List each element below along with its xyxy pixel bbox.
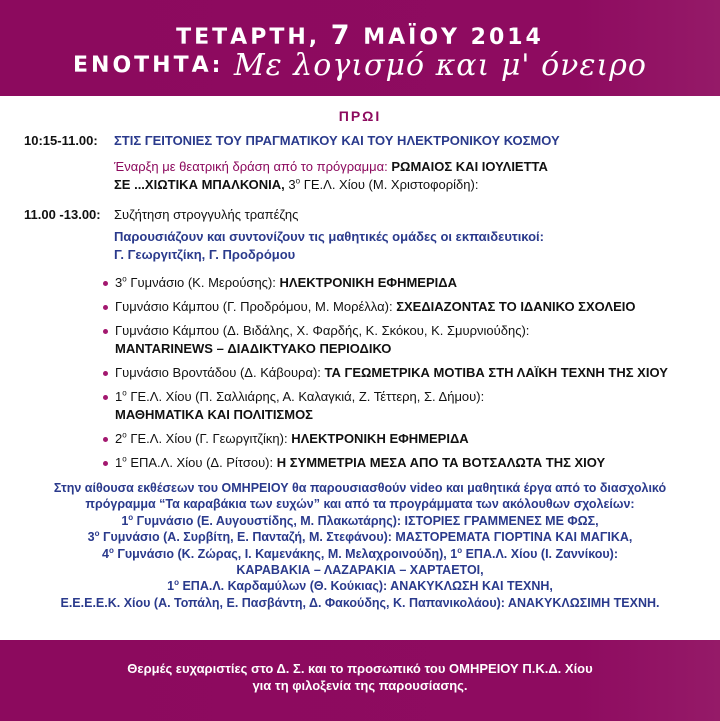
- presentation-school: ΓΕ.Λ. Χίου (Π. Σαλλιάρης, Α. Καλαγκιά, Ζ. Τέττερη, Σ. Δήμου):: [130, 389, 485, 404]
- list-item: $3^o$ Γυμνάσιο (Κ. Μερούσης): ΗΛΕΚΤΡΟΝΙΚΗ ΕΦΗΜΕΡΙΔΑ: [102, 274, 702, 292]
- exhibition-line: πρόγραμμα “Τα καραβάκια των ευχών” και από τα προγράμματα των ακόλουθων σχολείων:: [85, 497, 635, 512]
- list-item: $1^o$ ΓΕ.Λ. Χίου (Π. Σαλλιάρης, Α. Καλαγκιά, Ζ. Τέττερη, Σ. Δήμου): ΜΑΘΗΜΑΤΙΚΑ ΚΑΙ ΠΟΛΙΤΙΣΜΟΣ: [102, 388, 702, 424]
- presenters-line1: Παρουσιάζουν και συντονίζουν τις μαθητικές ομάδες οι εκπαιδευτικοί:: [114, 229, 545, 244]
- list-item: $2^o$ ΓΕ.Λ. Χίου (Γ. Γεωργιτζίκη): ΗΛΕΚΤΡΟΝΙΚΗ ΕΦΗΜΕΡΙΔΑ: [102, 430, 702, 448]
- exhibition-line: $3^o$ Γυμνάσιο (Α. Συρβίτη, Ε. Πανταζή, Μ. Στεφάνου): ΜΑΣΤΟΡΕΜΑΤΑ ΓΙΟΡΤΙΝΑ ΚΑΙ ΜΑΓΙΚΑ,: [87, 529, 633, 545]
- bullet-icon: [103, 371, 108, 376]
- presentation-school: Γυμνάσιο Κάμπου (Γ. Προδρόμου, Μ. Μορέλλα):: [115, 299, 393, 314]
- presentation-project: ΗΛΕΚΤΡΟΝΙΚΗ ΕΦΗΜΕΡΙΔΑ: [279, 275, 457, 290]
- presenters-line2: Γ. Γεωργιτζίκη, Γ. Προδρόμου: [114, 247, 296, 262]
- acknowledgement-line2: για τη φιλοξενία της παρουσίασης.: [252, 678, 468, 693]
- opening-intro: Έναρξη με θεατρική δράση από το πρόγραμμα:: [114, 159, 388, 174]
- list-item: $1^o$ ΕΠΑ.Λ. Χίου (Δ. Ρίτσου): Η ΣΥΜΜΕΤΡΙΑ ΜΕΣΑ ΑΠΟ ΤΑ ΒΟΤΣΑΛΩΤΑ ΤΗΣ ΧΙΟΥ: [102, 454, 702, 472]
- list-item: [102, 322, 702, 358]
- footer-banner: [0, 640, 720, 721]
- unit-heading: [0, 48, 720, 83]
- exhibition-line: Στην αίθουσα εκθέσεων του ΟΜΗΡΕΙΟΥ θα παρουσιασθούν video και μαθητικά έργα από το διασχολικό: [53, 481, 667, 495]
- session-2-title: Συζήτηση στρογγυλής τραπέζης: [114, 207, 299, 222]
- unit-title: Με λογισμό και μ' όνειρο: [233, 48, 647, 83]
- exhibition-line: $4^o$ Γυμνάσιο (Κ. Ζώρας, Ι. Καμενάκης, Μ. Μελαχροινούδη), $1^o$ ΕΠΑ.Λ. Χίου (Ι. Ζαννίκου):: [101, 545, 618, 561]
- presentation-school: ΕΠΑ.Λ. Χίου (Δ. Ρίτσου):: [130, 455, 274, 470]
- bullet-icon: [103, 395, 108, 400]
- date-day: 7: [330, 20, 353, 51]
- opening-school-sup: ο: [295, 176, 301, 186]
- presentation-project: ΣΧΕΔΙΑΖΟΝΤΑΣ ΤΟ ΙΔΑΝΙΚΟ ΣΧΟΛΕΙΟ: [396, 299, 636, 314]
- exhibition-note: [10, 480, 710, 611]
- exhibition-line: Ε.Ε.Ε.Ε.Κ. Χίου (Α. Τοπάλη, Ε. Πασβάντη, Δ. Φακούδης, Κ. Παπανικολάου): ΑΝΑΚΥΚΛΩΣΙΜΗ ΤΕΧΝΗ.: [60, 595, 660, 610]
- bullet-icon: [103, 305, 108, 310]
- bullet-icon: [103, 437, 108, 442]
- session-1-title: ΣΤΙΣ ΓΕΙΤΟΝΙΕΣ ΤΟΥ ΠΡΑΓΜΑΤΙΚΟΥ ΚΑΙ ΤΟΥ ΗΛΕΚΤΡΟΝΙΚΟΥ ΚΟΣΜΟΥ: [114, 133, 560, 148]
- acknowledgement-line1: Θερμές ευχαριστίες στο Δ. Σ. και το προσωπικό του ΟΜΗΡΕΙΟΥ Π.Κ.Δ. Χίου: [127, 661, 593, 676]
- opening-play-line2: ΣΕ ...ΧΙΩΤΙΚΑ ΜΠΑΛΚΟΝΙΑ,: [114, 177, 285, 192]
- program-content: [0, 96, 720, 640]
- presentation-school: Γυμνάσιο Κάμπου (Δ. Βιδάλης, Χ. Φαρδής, Κ. Σκόκου, Κ. Σμυρνιούδης):: [115, 323, 530, 338]
- event-date: [0, 20, 720, 51]
- header-banner: [0, 0, 720, 96]
- opening-play-line1: ΡΩΜΑΙΟΣ ΚΑΙ ΙΟΥΛΙΕΤΤΑ: [391, 159, 548, 174]
- session-2-time: 11.00 -13.00:: [24, 207, 101, 222]
- presentation-school: Γυμνάσιο Βροντάδου (Δ. Κάβουρα):: [115, 365, 321, 380]
- presentations-list: [102, 274, 702, 478]
- exhibition-line: $1^o$ ΕΠΑ.Λ. Καρδαμύλων (Θ. Κούκιας): ΑΝΑΚΥΚΛΩΣΗ ΚΑΙ ΤΕΧΝΗ,: [167, 578, 553, 594]
- session-1-time: 10:15-11.00:: [24, 133, 98, 148]
- section-title: ΠΡΩΙ: [338, 108, 382, 124]
- presentation-school: ΓΕ.Λ. Χίου (Γ. Γεωργιτζίκη):: [130, 431, 288, 446]
- unit-label: ΕΝΟΤΗΤΑ:: [73, 53, 224, 78]
- bullet-icon: [103, 281, 108, 286]
- date-month-year: ΜΑΪΟΥ 2014: [363, 25, 544, 50]
- session-2-presenters: [114, 228, 714, 264]
- presentation-project: ΤΑ ΓΕΩΜΕΤΡΙΚΑ ΜΟΤΙΒΑ ΣΤΗ ΛΑΪΚΗ ΤΕΧΝΗ ΤΗΣ ΧΙΟΥ: [324, 365, 668, 380]
- bullet-icon: [103, 329, 108, 334]
- presentation-project: MANTARINEWS – ΔΙΑΔΙΚΤΥΑΚΟ ΠΕΡΙΟΔΙΚΟ: [115, 341, 392, 356]
- exhibition-line: ΚΑΡΑΒΑΚΙΑ – ΛΑΖΑΡΑΚΙΑ – ΧΑΡΤΑΕΤΟΙ,: [236, 563, 484, 578]
- opening-school-num: 3: [288, 177, 296, 192]
- presentation-project: Η ΣΥΜΜΕΤΡΙΑ ΜΕΣΑ ΑΠΟ ΤΑ ΒΟΤΣΑΛΩΤΑ ΤΗΣ ΧΙΟΥ: [276, 455, 606, 470]
- list-item: [102, 298, 702, 316]
- date-weekday: ΤΕΤΑΡΤΗ,: [176, 25, 321, 50]
- presentation-project: ΗΛΕΚΤΡΟΝΙΚΗ ΕΦΗΜΕΡΙΔΑ: [291, 431, 469, 446]
- acknowledgement: [0, 660, 720, 694]
- list-item: [102, 364, 702, 382]
- exhibition-line: $1^o$ Γυμνάσιο (Ε. Αυγουστίδης, Μ. Πλακωτάρης): ΙΣΤΟΡΙΕΣ ΓΡΑΜΜΕΝΕΣ ΜΕ ΦΩΣ,: [121, 512, 599, 528]
- session-1-opening: [114, 158, 704, 194]
- bullet-icon: [103, 461, 108, 466]
- presentation-project: ΜΑΘΗΜΑΤΙΚΑ ΚΑΙ ΠΟΛΙΤΙΣΜΟΣ: [115, 407, 313, 422]
- opening-school: ΓΕ.Λ. Χίου (Μ. Χριστοφορίδη):: [303, 177, 479, 192]
- presentation-school: Γυμνάσιο (Κ. Μερούσης):: [130, 275, 276, 290]
